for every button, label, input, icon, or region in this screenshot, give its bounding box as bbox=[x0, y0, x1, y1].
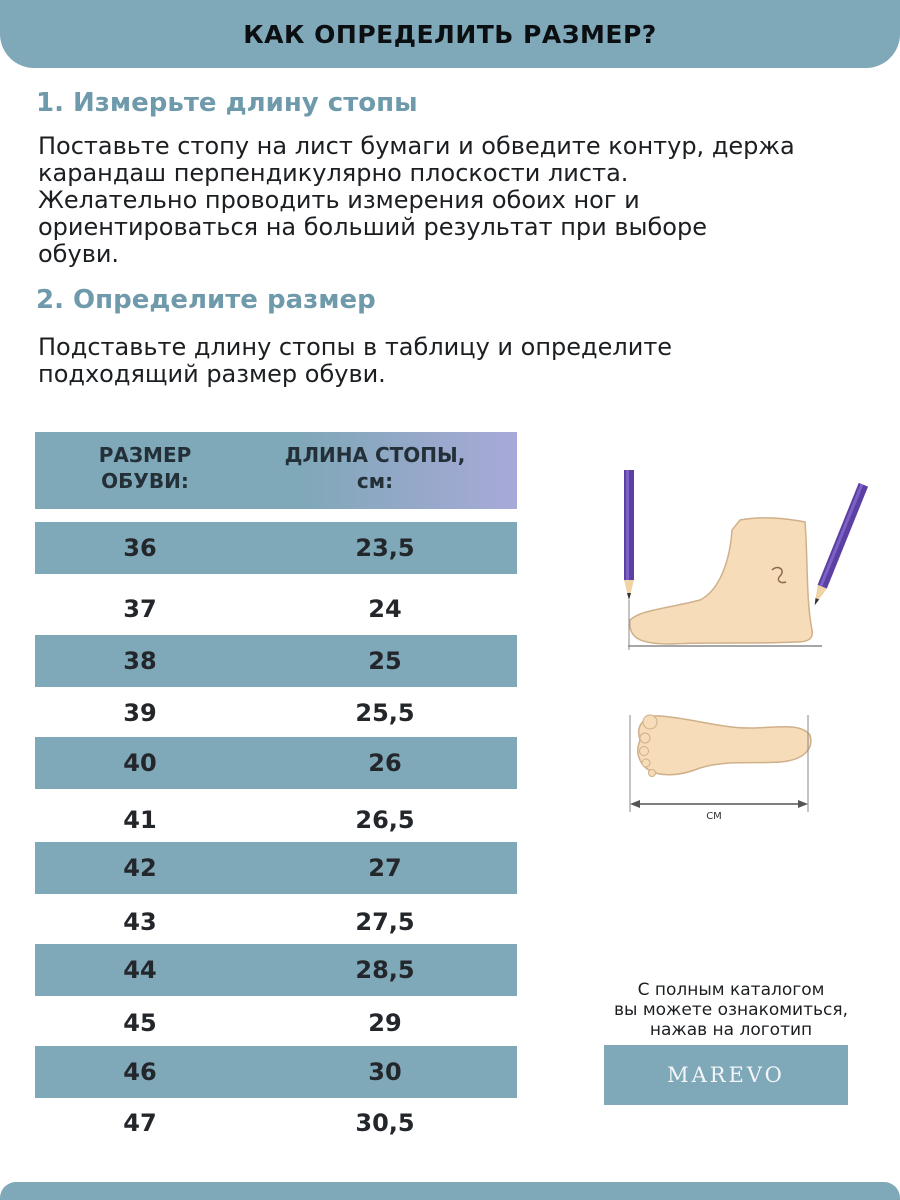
size-cell: 37 bbox=[123, 595, 157, 623]
size-cell: 40 bbox=[123, 749, 157, 777]
unit-label: СМ bbox=[706, 811, 722, 822]
step2-heading: 2. Определите размер bbox=[36, 285, 376, 315]
length-cell: 25,5 bbox=[355, 699, 415, 727]
step1-line: ориентироваться на больший результат при выборе bbox=[38, 213, 707, 241]
length-cell: 26 bbox=[368, 749, 402, 777]
logo-link[interactable] bbox=[604, 1045, 848, 1105]
size-cell: 47 bbox=[123, 1109, 157, 1137]
pencil-icon bbox=[624, 470, 634, 600]
step2-line: Подставьте длину стопы в таблицу и определите bbox=[38, 333, 673, 361]
step1-heading: 1. Измерьте длину стопы bbox=[36, 88, 418, 118]
page-title: КАК ОПРЕДЕЛИТЬ РАЗМЕР? bbox=[243, 19, 657, 49]
pencil-icon bbox=[810, 483, 868, 607]
step2-line: подходящий размер обуви. bbox=[38, 360, 386, 388]
step1-text bbox=[38, 133, 858, 268]
size-cell: 46 bbox=[123, 1058, 157, 1086]
size-cell: 44 bbox=[123, 956, 157, 984]
length-cell: 25 bbox=[368, 647, 402, 675]
length-cell: 27,5 bbox=[355, 908, 415, 936]
footprint-icon bbox=[638, 716, 811, 775]
step1-line: Поставьте стопу на лист бумаги и обведите контур, держа bbox=[38, 132, 795, 160]
top-banner bbox=[0, 0, 900, 68]
table-row bbox=[35, 1097, 517, 1149]
brand-logo: MAREVO bbox=[667, 1063, 785, 1087]
catalog-line: нажав на логотип bbox=[649, 1020, 813, 1040]
size-table-header bbox=[35, 432, 517, 509]
foot-side-icon bbox=[630, 518, 813, 644]
header-size-line: ОБУВИ: bbox=[101, 469, 189, 493]
step2-text bbox=[38, 334, 798, 388]
bottom-bar bbox=[0, 1182, 900, 1200]
size-cell: 42 bbox=[123, 854, 157, 882]
header-size-line: РАЗМЕР bbox=[98, 443, 192, 467]
length-cell: 28,5 bbox=[355, 956, 415, 984]
length-cell: 24 bbox=[368, 595, 402, 623]
table-row bbox=[35, 896, 517, 948]
length-cell: 30,5 bbox=[355, 1109, 415, 1137]
foot-measurement-illustration bbox=[600, 460, 880, 840]
size-cell: 43 bbox=[123, 908, 157, 936]
table-row bbox=[35, 794, 517, 846]
table-row bbox=[35, 522, 517, 574]
step1-line: обуви. bbox=[38, 240, 120, 268]
catalog-note bbox=[590, 980, 872, 1040]
size-cell: 41 bbox=[123, 806, 157, 834]
length-cell: 26,5 bbox=[355, 806, 415, 834]
catalog-line: вы можете ознакомиться, bbox=[613, 1000, 849, 1020]
table-row bbox=[35, 737, 517, 789]
table-row bbox=[35, 687, 517, 739]
size-cell: 39 bbox=[123, 699, 157, 727]
length-cell: 27 bbox=[368, 854, 402, 882]
size-cell: 36 bbox=[123, 534, 157, 562]
size-cell: 38 bbox=[123, 647, 157, 675]
step1-line: карандаш перпендикулярно плоскости листа. bbox=[38, 159, 629, 187]
length-cell: 23,5 bbox=[355, 534, 415, 562]
table-row bbox=[35, 842, 517, 894]
header-length-line: см: bbox=[356, 469, 394, 493]
length-cell: 29 bbox=[368, 1009, 402, 1037]
catalog-line: С полным каталогом bbox=[637, 980, 825, 1000]
table-row bbox=[35, 583, 517, 635]
size-cell: 45 bbox=[123, 1009, 157, 1037]
table-row bbox=[35, 1046, 517, 1098]
header-size bbox=[75, 442, 215, 494]
header-length bbox=[255, 442, 495, 494]
step1-line: Желательно проводить измерения обоих ног и bbox=[38, 186, 640, 214]
table-row bbox=[35, 944, 517, 996]
header-length-line: ДЛИНА СТОПЫ, bbox=[284, 443, 466, 467]
table-row bbox=[35, 997, 517, 1049]
table-row bbox=[35, 635, 517, 687]
length-cell: 30 bbox=[368, 1058, 402, 1086]
